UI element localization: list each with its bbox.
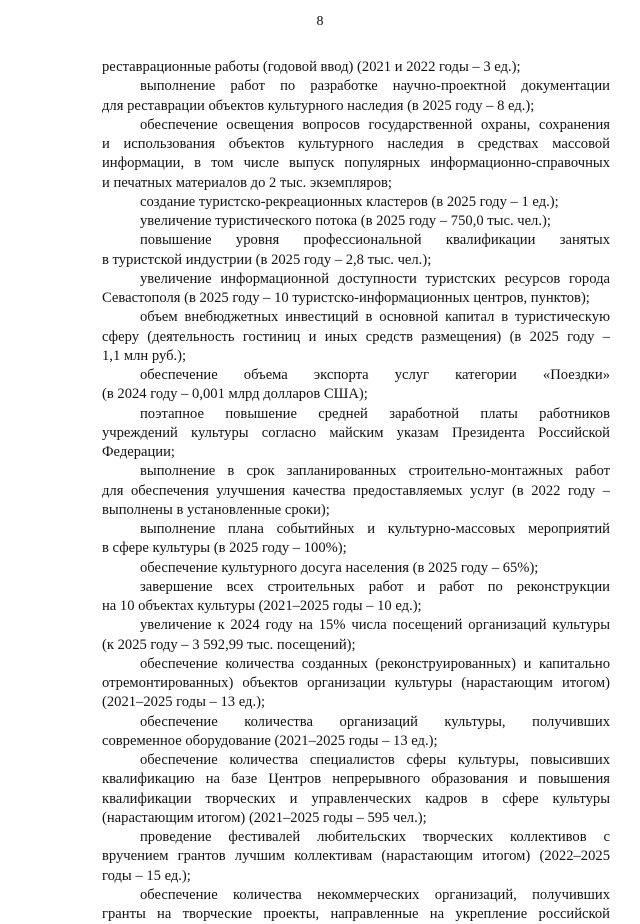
page-number: 8 <box>316 14 324 29</box>
text-line: Федерации; <box>102 444 175 460</box>
text-line: годы – 15 ед.); <box>102 867 191 884</box>
text-line: выполнены в установленные сроки); <box>102 501 330 518</box>
text-line: поэтапное повышение средней заработной платы работников <box>140 405 610 422</box>
text-line: обеспечение количества созданных (реконструированных) и капитально <box>140 655 610 672</box>
text-line: сферу (деятельность гостиниц и иных средств размещения) (в 2025 году – <box>102 328 610 345</box>
text-line: (в 2024 году – 0,001 млрд долларов США); <box>102 386 368 403</box>
text-line: и использования объектов культурного наследия в средствах массовой <box>102 136 610 152</box>
text-line: повышение уровня профессиональной квалификации занятых <box>140 232 610 249</box>
text-line: учреждений культуры согласно майским указам Президента Российской <box>102 424 610 441</box>
text-line: в сфере культуры (в 2025 году – 100%); <box>102 540 347 557</box>
text-line: выполнение работ по разработке научно-проектной документации <box>140 78 610 95</box>
text-line: (2021–2025 годы – 13 ед.); <box>102 694 266 711</box>
text-line: выполнение в срок запланированных строительно-монтажных работ <box>140 463 610 480</box>
text-line: увеличение туристического потока (в 2025 году – 750,0 тыс. чел.); <box>140 213 551 229</box>
text-line: 1,1 млн руб.); <box>102 347 187 364</box>
text-line: современное оборудование (2021–2025 годы – 13 ед.); <box>102 732 438 749</box>
text-line: (к 2025 году – 3 592,99 тыс. посещений); <box>102 636 356 653</box>
text-line: квалификации творческих и управленческих кадров в сфере культуры <box>102 790 610 807</box>
text-line: объем внебюджетных инвестиций в основной капитал в туристическую <box>140 309 610 326</box>
text-line: Севастополя (в 2025 году – 10 туристско-информационных центров, пунктов); <box>102 290 590 306</box>
text-line: обеспечение количества организаций культуры, получивших <box>140 713 610 730</box>
text-line: для реставрации объектов культурного наследия (в 2025 году – 8 ед.); <box>102 97 535 114</box>
text-line: обеспечение количества специалистов сферы культуры, повысивших <box>140 752 610 768</box>
text-line: (нарастающим итогом) (2021–2025 годы – 595 чел.); <box>102 809 427 826</box>
text-line: завершение всех строительных работ и работ по реконструкции <box>140 578 610 595</box>
text-line: гранты на творческие проекты, направленные на укрепление российской <box>102 906 610 922</box>
text-line: квалификацию на базе Центров непрерывного образования и повышения <box>102 771 610 788</box>
text-line: реставрационные работы (годовой ввод) (2021 и 2022 годы – 3 ед.); <box>102 59 521 75</box>
text-line: выполнение плана событийных и культурно-массовых мероприятий <box>140 521 610 537</box>
text-line: на 10 объектах культуры (2021–2025 годы – 10 ед.); <box>102 598 422 614</box>
text-line: для обеспечения улучшения качества предоставляемых услуг (в 2022 году – <box>102 482 610 499</box>
text-line: и печатных материалов до 2 тыс. экземпляров; <box>102 174 392 191</box>
text-line: обеспечение количества некоммерческих организаций, получивших <box>140 886 610 903</box>
text-line: вручением грантов лучшим коллективам (нарастающим итогом) (2022–2025 <box>102 848 610 865</box>
text-line: информации, в том числе выпуск популярных информационно-справочных <box>102 155 610 172</box>
text-line: обеспечение культурного досуга населения (в 2025 году – 65%); <box>140 559 539 576</box>
text-line: создание туристско-рекреационных кластеров (в 2025 году – 1 ед.); <box>140 193 559 210</box>
text-line: увеличение информационной доступности туристских ресурсов города <box>140 270 610 287</box>
text-line: отремонтированных) объектов организации культуры (нарастающим итогом) <box>102 675 610 691</box>
text-line: обеспечение освещения вопросов государственной охраны, сохранения <box>140 116 610 133</box>
body-text <box>102 58 610 924</box>
text-line: увеличение к 2024 году на 15% числа посещений организаций культуры <box>140 617 610 634</box>
text-line: проведение фестивалей любительских творческих коллективов с <box>140 829 610 845</box>
text-line: в туристской индустрии (в 2025 году – 2,8 тыс. чел.); <box>102 251 432 268</box>
text-line: обеспечение объема экспорта услуг категории «Поездки» <box>140 367 610 383</box>
